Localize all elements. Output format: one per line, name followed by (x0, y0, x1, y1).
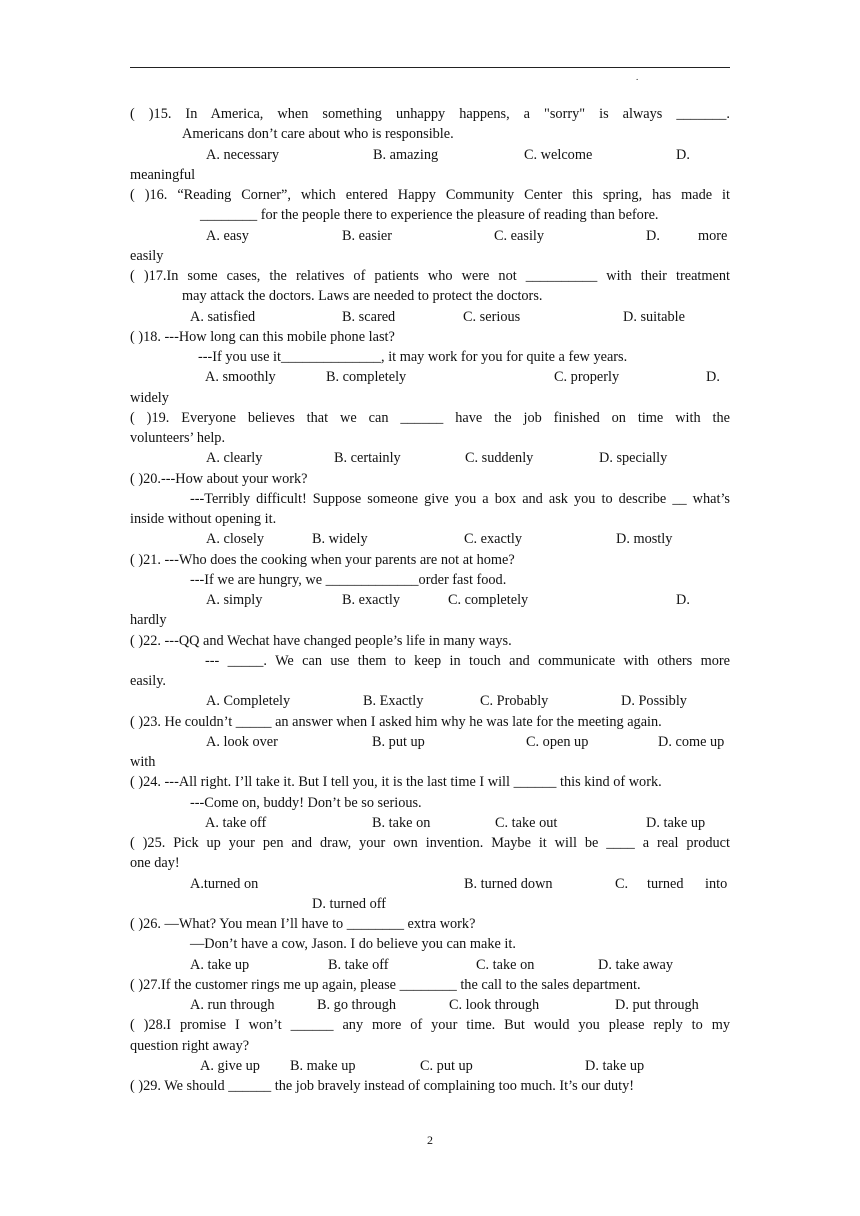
q24-stem: ( )24. ---All right. I’ll take it. But I tell you, it is the last time I will ______ this kind of work. (130, 774, 662, 791)
q28-options (130, 1056, 730, 1076)
q15-continuation: Americans don’t care about who is responsible. (182, 126, 454, 143)
q25-options-2 (130, 894, 730, 914)
q15-option-c: C. welcome (524, 146, 593, 163)
q23-option-d-wrap: with (130, 754, 156, 770)
q24-option-b: B. take on (372, 814, 431, 831)
q20-option-c: C. exactly (464, 531, 522, 548)
q21-option-a: A. simply (206, 592, 263, 608)
q18-continuation: ---If you use it______________, it may work for you for quite a few years. (198, 349, 628, 365)
q15-stem: ( )15. In America, when something unhappy happens, a "sorry" is always _______. (130, 106, 730, 122)
q15-option-a: A. necessary (206, 146, 280, 163)
q25-option-a: A.turned on (190, 875, 259, 892)
q21-stem: ( )21. ---Who does the cooking when your parents are not at home? (130, 551, 515, 568)
q15-option-d-wrap: meaningful (130, 166, 196, 183)
q16-option-d-more: more (698, 227, 728, 244)
q16-continuation: ________ for the people there to experience the pleasure of reading than before. (200, 207, 659, 224)
q17-options (130, 307, 730, 327)
q21-option-c: C. completely (448, 592, 529, 608)
q24-options (130, 813, 730, 833)
q20-continuation: ---Terribly difficult! Suppose someone give you a box and ask you to describe __ what’s (190, 490, 730, 507)
q23-option-c: C. open up (526, 733, 589, 750)
q21-option-d: D. (676, 592, 690, 608)
q29-stem: ( )29. We should ______ the job bravely instead of complaining too much. It’s our duty! (130, 1078, 635, 1094)
q16-option-d: D. (646, 227, 660, 244)
q28-option-a: A. give up (200, 1057, 260, 1074)
q24-option-a: A. take off (205, 814, 267, 831)
q24-option-c: C. take out (495, 814, 558, 831)
q21-option-b: B. exactly (342, 592, 400, 608)
q16-option-a: A. easy (206, 227, 249, 244)
q19-option-d: D. specially (599, 450, 668, 467)
q26-stem: ( )26. —What? You mean I’ll have to ________ extra work? (130, 916, 476, 932)
q22-stem: ( )22. ---QQ and Wechat have changed people’s life in many ways. (130, 632, 512, 649)
q17-option-b: B. scared (342, 308, 396, 325)
header-dot: . (636, 72, 639, 82)
q16-stem: ( )16. “Reading Corner”, which entered Happy Community Center this spring, has made it (130, 187, 730, 203)
question-list (130, 104, 730, 1096)
q18-option-d: D. (706, 369, 720, 386)
q17-option-a: A. satisfied (190, 308, 256, 325)
q28-continuation: question right away? (130, 1037, 250, 1054)
q19-option-a: A. clearly (206, 450, 263, 467)
q22-options (130, 691, 730, 711)
q27-option-d: D. put through (615, 997, 699, 1013)
q18-stem: ( )18. ---How long can this mobile phone last? (130, 328, 395, 345)
page-number: 2 (427, 1133, 433, 1147)
q27-stem: ( )27.If the customer rings me up again, please ________ the call to the sales department. (130, 976, 641, 993)
q25-option-c-into: into (705, 875, 728, 892)
q22-continuation-2: easily. (130, 673, 166, 689)
q22-option-b: B. Exactly (363, 693, 424, 710)
q20-stem: ( )20.---How about your work? (130, 470, 308, 487)
q28-stem: ( )28.I promise I won’t ______ any more of your time. But would you please reply to my (130, 1017, 730, 1034)
q15-options (130, 145, 730, 165)
q19-option-c: C. suddenly (465, 450, 534, 467)
q25-stem: ( )25. Pick up your pen and draw, your own invention. Maybe it will be ____ a real product (130, 835, 730, 851)
q19-continuation: volunteers’ help. (130, 430, 226, 446)
q20-option-b: B. widely (312, 531, 368, 548)
q21-option-d-wrap: hardly (130, 612, 167, 629)
q20-continuation-2: inside without opening it. (130, 511, 277, 527)
q26-option-d: D. take away (598, 956, 674, 973)
q18-options (130, 367, 730, 387)
q25-option-b: B. turned down (464, 875, 553, 892)
header-rule (130, 67, 730, 68)
q19-stem: ( )19. Everyone believes that we can ______ have the job finished on time with the (130, 409, 730, 426)
q16-option-d-wrap: easily (130, 247, 164, 264)
q17-option-d: D. suitable (623, 308, 685, 325)
q21-continuation: ---If we are hungry, we _____________order fast food. (190, 571, 507, 588)
q18-option-a: A. smoothly (205, 369, 276, 386)
q18-option-d-wrap: widely (130, 389, 169, 406)
q23-options (130, 732, 730, 752)
q21-options (130, 590, 730, 610)
q23-option-b: B. put up (372, 733, 425, 750)
q24-option-d: D. take up (646, 814, 706, 831)
q15-option-b: B. amazing (373, 146, 439, 163)
q28-option-b: B. make up (290, 1057, 356, 1074)
q18-option-b: B. completely (326, 369, 407, 386)
q26-option-c: C. take on (476, 956, 535, 973)
q26-option-b: B. take off (328, 956, 389, 973)
q18-option-c: C. properly (554, 369, 620, 386)
q16-options (130, 226, 730, 246)
q17-option-c: C. serious (463, 308, 521, 325)
q25-option-c: C. (615, 875, 629, 892)
q27-option-c: C. look through (449, 997, 540, 1013)
q16-option-b: B. easier (342, 227, 393, 244)
q20-option-d: D. mostly (616, 531, 673, 548)
q19-options (130, 448, 730, 468)
q19-option-b: B. certainly (334, 450, 401, 467)
q23-stem: ( )23. He couldn’t _____ an answer when I asked him why he was late for the meeting again. (130, 713, 662, 730)
q24-continuation: ---Come on, buddy! Don’t be so serious. (190, 794, 422, 811)
q26-continuation: —Don’t have a cow, Jason. I do believe you can make it. (190, 936, 516, 953)
q16-option-c: C. easily (494, 227, 545, 244)
q27-option-b: B. go through (317, 997, 397, 1013)
q25-option-c-word: turned (647, 875, 684, 892)
q22-option-a: A. Completely (206, 693, 291, 710)
q23-option-a: A. look over (206, 733, 278, 750)
q20-option-a: A. closely (206, 531, 264, 548)
q28-option-d: D. take up (585, 1057, 645, 1074)
q27-option-a: A. run through (190, 997, 275, 1013)
q17-stem: ( )17.In some cases, the relatives of patients who were not __________ with their treatment (130, 268, 730, 284)
q22-continuation: --- _____. We can use them to keep in touch and communicate with others more (205, 652, 730, 669)
q20-options (130, 529, 730, 549)
q26-option-a: A. take up (190, 956, 250, 973)
q15-option-d: D. (676, 146, 690, 163)
q27-options (130, 995, 730, 1015)
q17-continuation: may attack the doctors. Laws are needed to protect the doctors. (182, 288, 543, 305)
q25-options (130, 874, 730, 894)
q28-option-c: C. put up (420, 1057, 473, 1074)
q22-option-d: D. Possibly (621, 693, 687, 710)
q22-option-c: C. Probably (480, 693, 549, 710)
q25-option-d: D. turned off (312, 895, 386, 912)
q23-option-d: D. come up (658, 733, 725, 750)
q25-continuation: one day! (130, 855, 180, 872)
q26-options (130, 955, 730, 975)
